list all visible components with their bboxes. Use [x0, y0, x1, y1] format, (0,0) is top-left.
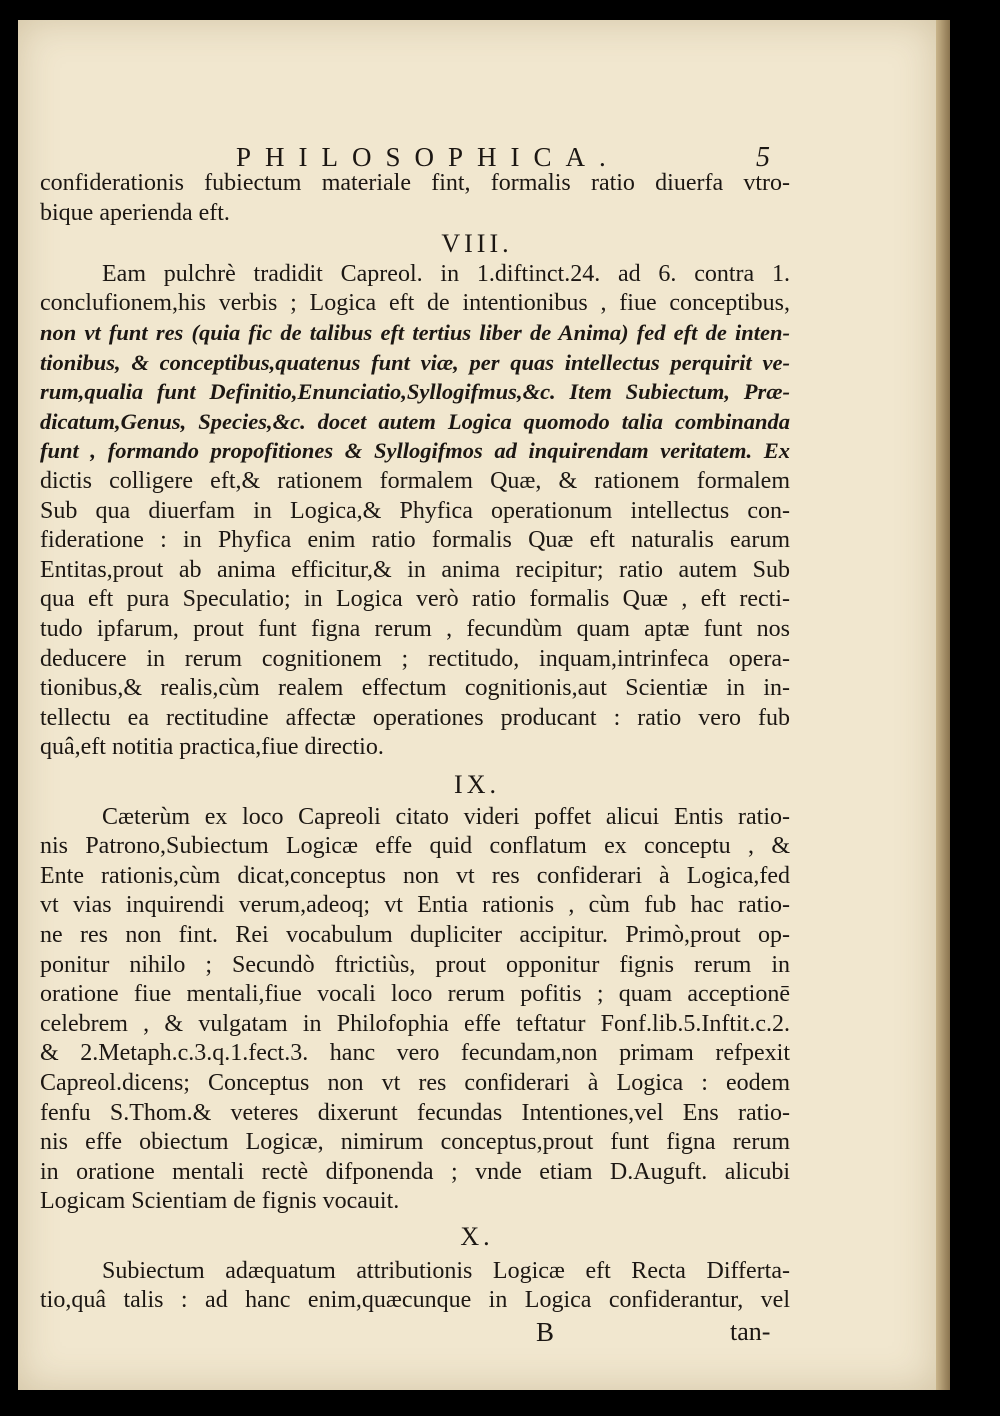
text-line: dictis colligere eft,& rationem formalem Quæ, & rationem formalem	[40, 468, 790, 494]
text-line: fideratione : in Phyfica enim ratio formalis Quæ eft naturalis earum	[40, 527, 790, 554]
text-line: tellectu ea rectitudine affectæ operationes producant : ratio vero fub	[40, 704, 790, 731]
section-heading-ix: IX.	[454, 770, 500, 799]
book-page	[18, 20, 936, 1390]
text-line: vt vias inquirendi verum,adeoq; vt Entia rationis , cùm fub hac ratio-	[40, 892, 790, 919]
text-line: Entitas,prout ab anima efficitur,& in anima recipitur; ratio autem Sub	[40, 556, 790, 583]
catchword: tan-	[730, 1316, 771, 1346]
text-line: tionibus,& realis,cùm realem effectum cognitionis,aut Scientiæ in in-	[40, 675, 790, 702]
text-line: ne res non fint. Rei vocabulum dupliciter accipitur. Primò,prout op-	[40, 922, 790, 948]
text-line: non vt funt res (quia fic de talibus eft tertius liber de Anima) fed eft de inten-	[40, 320, 790, 345]
running-head: PHILOSOPHICA.	[236, 142, 620, 172]
text-line: qua eft pura Speculatio; in Logica verò ratio formalis Quæ , eft recti-	[40, 586, 790, 613]
text-line: nis Patrono,Subiectum Logicæ effe quid conflatum ex conceptu , &	[40, 833, 790, 860]
text-line: conclufionem,his verbis ; Logica eft de intentionibus , fiue conceptibus,	[40, 290, 790, 317]
text-line: dicatum,Genus, Species,&c. docet autem Logica quomodo talia combinanda	[40, 408, 790, 434]
section-heading-viii: VIII.	[441, 229, 513, 259]
text-line: funt , formando propofitiones & Syllogifmos ad inquirendam veritatem. Ex	[40, 438, 790, 464]
text-line: Logicam Scientiam de fignis vocauit.	[40, 1188, 400, 1215]
text-line: nis effe obiectum Logicæ, nimirum conceptus,prout funt figna rerum	[40, 1129, 790, 1156]
text-line: fenfu S.Thom.& veteres dixerunt fecundas Intentiones,vel Ens ratio-	[40, 1099, 790, 1126]
text-line: celebrem , & vulgatam in Philofophia effe teftatur Fonf.lib.5.Inftit.c.2.	[40, 1010, 790, 1037]
section-heading-x: X.	[460, 1222, 494, 1251]
text-line: ponitur nihilo ; Secundò ftrictiùs, prout opponitur fignis rerum in	[40, 951, 790, 978]
text-line: oratione fiue mentali,fiue vocali loco rerum pofitis ; quam acceptionē	[40, 981, 790, 1008]
text-line: Capreol.dicens; Conceptus non vt res confiderari à Logica : eodem	[40, 1070, 790, 1096]
text-line: Cæterùm ex loco Capreoli citato videri poffet alicui Entis ratio-	[102, 803, 790, 830]
text-line: in oratione mentali rectè difponenda ; vnde etiam D.Auguft. alicubi	[40, 1158, 790, 1185]
text-line: confiderationis fubiectum materiale fint, formalis ratio diuerfa vtro-	[40, 170, 790, 196]
signature-mark: B	[536, 1316, 555, 1347]
text-line: tionibus, & conceptibus,quatenus funt viæ, per quas intellectus perquirit ve-	[40, 349, 790, 375]
text-line: bique aperienda eft.	[40, 199, 230, 226]
page-number: 5	[756, 142, 770, 173]
text-line: Ente rationis,cùm dicat,conceptus non vt res confiderari à Logica,fed	[40, 862, 790, 889]
text-line: rum,qualia funt Definitio,Enunciatio,Syllogifmus,&c. Item Subiectum, Præ-	[40, 379, 790, 405]
text-line: Sub qua diuerfam in Logica,& Phyfica operationum intellectus con-	[40, 497, 790, 524]
text-line: deducere in rerum cognitionem ; rectitudo, inquam,intrinfeca opera-	[40, 645, 790, 672]
text-line: tudo ipfarum, prout funt figna rerum , fecundùm quam aptæ funt nos	[40, 616, 790, 642]
text-line: Eam pulchrè tradidit Capreol. in 1.diftinct.24. ad 6. contra 1.	[102, 260, 790, 287]
text-line: & 2.Metaph.c.3.q.1.fect.3. hanc vero fecundam,non primam refpexit	[40, 1040, 790, 1067]
text-line: quâ,eft notitia practica,fiue directio.	[40, 734, 384, 761]
text-line: tio,quâ talis : ad hanc enim,quæcunque in Logica confiderantur, vel	[40, 1287, 790, 1314]
text-line: Subiectum adæquatum attributionis Logicæ eft Recta Differta-	[102, 1257, 790, 1284]
